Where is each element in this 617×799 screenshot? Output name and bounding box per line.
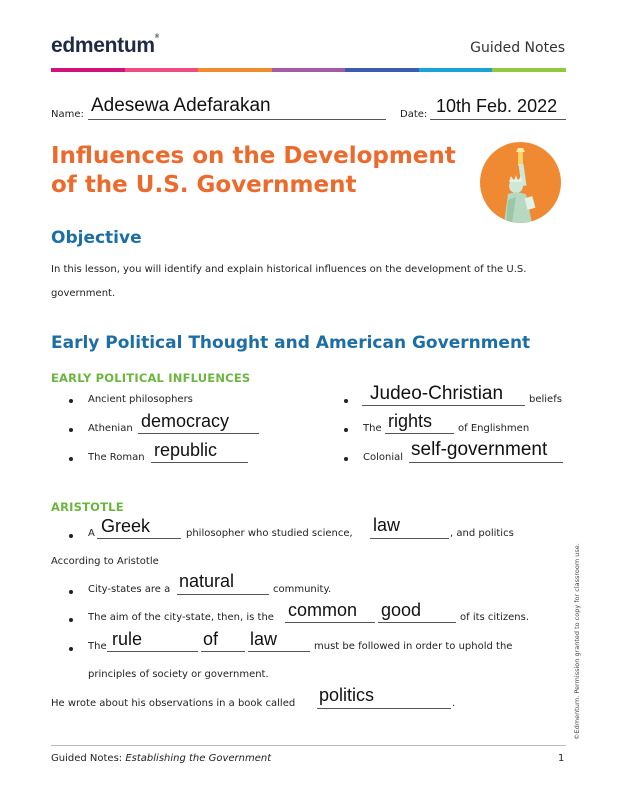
answer-greek[interactable]: Greek <box>101 516 151 536</box>
color-segment <box>51 68 125 72</box>
footer-divider <box>51 745 566 746</box>
aristotle-b4-suffix: must be followed in order to uphold the <box>314 641 513 652</box>
bullet <box>69 647 73 651</box>
name-field[interactable]: Adesewa Adefarakan <box>91 95 271 116</box>
title-line-1: Influences on the Development <box>51 143 456 169</box>
answer-natural[interactable]: natural <box>179 571 235 591</box>
aristotle-b1-prefix: A <box>88 528 95 539</box>
bullet <box>69 590 73 594</box>
answer-rule[interactable]: rule <box>112 629 143 649</box>
influence-englishmen-label: of Englishmen <box>458 423 530 434</box>
bullet <box>344 428 348 432</box>
color-segment <box>345 68 419 72</box>
bullet <box>69 534 73 538</box>
answer-law-2[interactable]: law <box>250 629 278 649</box>
section-heading: Early Political Thought and American Government <box>51 333 531 353</box>
bullet <box>69 399 73 403</box>
footer-text <box>51 753 271 764</box>
date-line <box>430 119 566 120</box>
aristotle-b1-mid: philosopher who studied science, <box>186 528 353 539</box>
answer-republic[interactable]: republic <box>154 440 218 460</box>
aristotle-b4-prefix: The <box>88 641 107 652</box>
answer-line <box>201 651 245 652</box>
answer-line <box>177 594 269 595</box>
influence-ancient-philosophers: Ancient philosophers <box>88 394 193 405</box>
title-line-2: of the U.S. Government <box>51 172 357 198</box>
edmentum-logo: edmentum® <box>51 34 159 57</box>
aristotle-b1-suffix: , and politics <box>450 528 514 539</box>
color-segment <box>125 68 199 72</box>
answer-line <box>97 538 181 539</box>
influence-roman-label: The Roman <box>88 452 145 463</box>
bullet <box>69 618 73 622</box>
answer-line <box>151 462 248 463</box>
color-segment <box>272 68 346 72</box>
aristotle-b4-continued: principles of society or government. <box>88 669 269 680</box>
footer-course: Establishing the Government <box>125 753 272 764</box>
aristotle-heading: ARISTOTLE <box>51 500 124 514</box>
answer-common[interactable]: common <box>288 600 358 620</box>
page-number: 1 <box>558 753 565 764</box>
answer-line <box>138 433 259 434</box>
header-color-bar <box>51 68 566 72</box>
bullet <box>69 457 73 461</box>
answer-line <box>370 538 449 539</box>
name-line <box>88 119 386 120</box>
influence-beliefs-label: beliefs <box>529 394 562 405</box>
influence-colonial-label: Colonial <box>363 452 404 463</box>
bullet <box>344 399 348 403</box>
statue-of-liberty-icon <box>480 142 561 223</box>
book-prefix: He wrote about his observations in a book called <box>51 698 296 709</box>
answer-line <box>362 405 525 406</box>
book-suffix: . <box>452 698 456 709</box>
aristotle-b3-prefix: The aim of the city-state, then, is the <box>88 612 274 623</box>
answer-line <box>378 622 456 623</box>
aristotle-b3-suffix: of its citizens. <box>460 612 530 623</box>
footer-label: Guided Notes: <box>51 753 123 764</box>
aristotle-b2-suffix: community. <box>273 584 332 595</box>
objective-heading: Objective <box>51 228 142 248</box>
name-label: Name: <box>51 109 84 120</box>
answer-line <box>385 433 454 434</box>
answer-line <box>317 708 451 709</box>
answer-judeo-christian[interactable]: Judeo-Christian <box>370 383 504 404</box>
bullet <box>344 457 348 461</box>
answer-law[interactable]: law <box>373 515 401 535</box>
objective-text-line-1: In this lesson, you will identify and explain historical influences on the development of the U.S. <box>51 264 527 275</box>
answer-line <box>409 462 563 463</box>
color-segment <box>419 68 493 72</box>
objective-text-line-2: government. <box>51 288 116 299</box>
according-to-aristotle: According to Aristotle <box>51 556 159 567</box>
answer-self-government[interactable]: self-government <box>411 439 548 460</box>
answer-of[interactable]: of <box>203 629 219 649</box>
answer-good[interactable]: good <box>381 600 422 620</box>
answer-line <box>107 651 198 652</box>
answer-line <box>248 651 310 652</box>
date-field[interactable]: 10th Feb. 2022 <box>436 96 558 116</box>
answer-rights[interactable]: rights <box>388 411 433 431</box>
document-type: Guided Notes <box>470 40 565 56</box>
color-segment <box>198 68 272 72</box>
copyright-note: ©Edmentum. Permission granted to copy for classroom use. <box>573 543 581 740</box>
color-segment <box>492 68 566 72</box>
influence-athenian-label: Athenian <box>88 423 133 434</box>
influences-heading: EARLY POLITICAL INFLUENCES <box>51 371 251 385</box>
answer-politics[interactable]: politics <box>319 685 375 705</box>
bullet <box>69 428 73 432</box>
answer-democracy[interactable]: democracy <box>141 411 230 431</box>
date-label: Date: <box>400 109 428 120</box>
aristotle-b2-prefix: City-states are a <box>88 584 171 595</box>
page-title <box>51 142 481 200</box>
influence-the-label: The <box>363 423 382 434</box>
answer-line <box>285 622 375 623</box>
